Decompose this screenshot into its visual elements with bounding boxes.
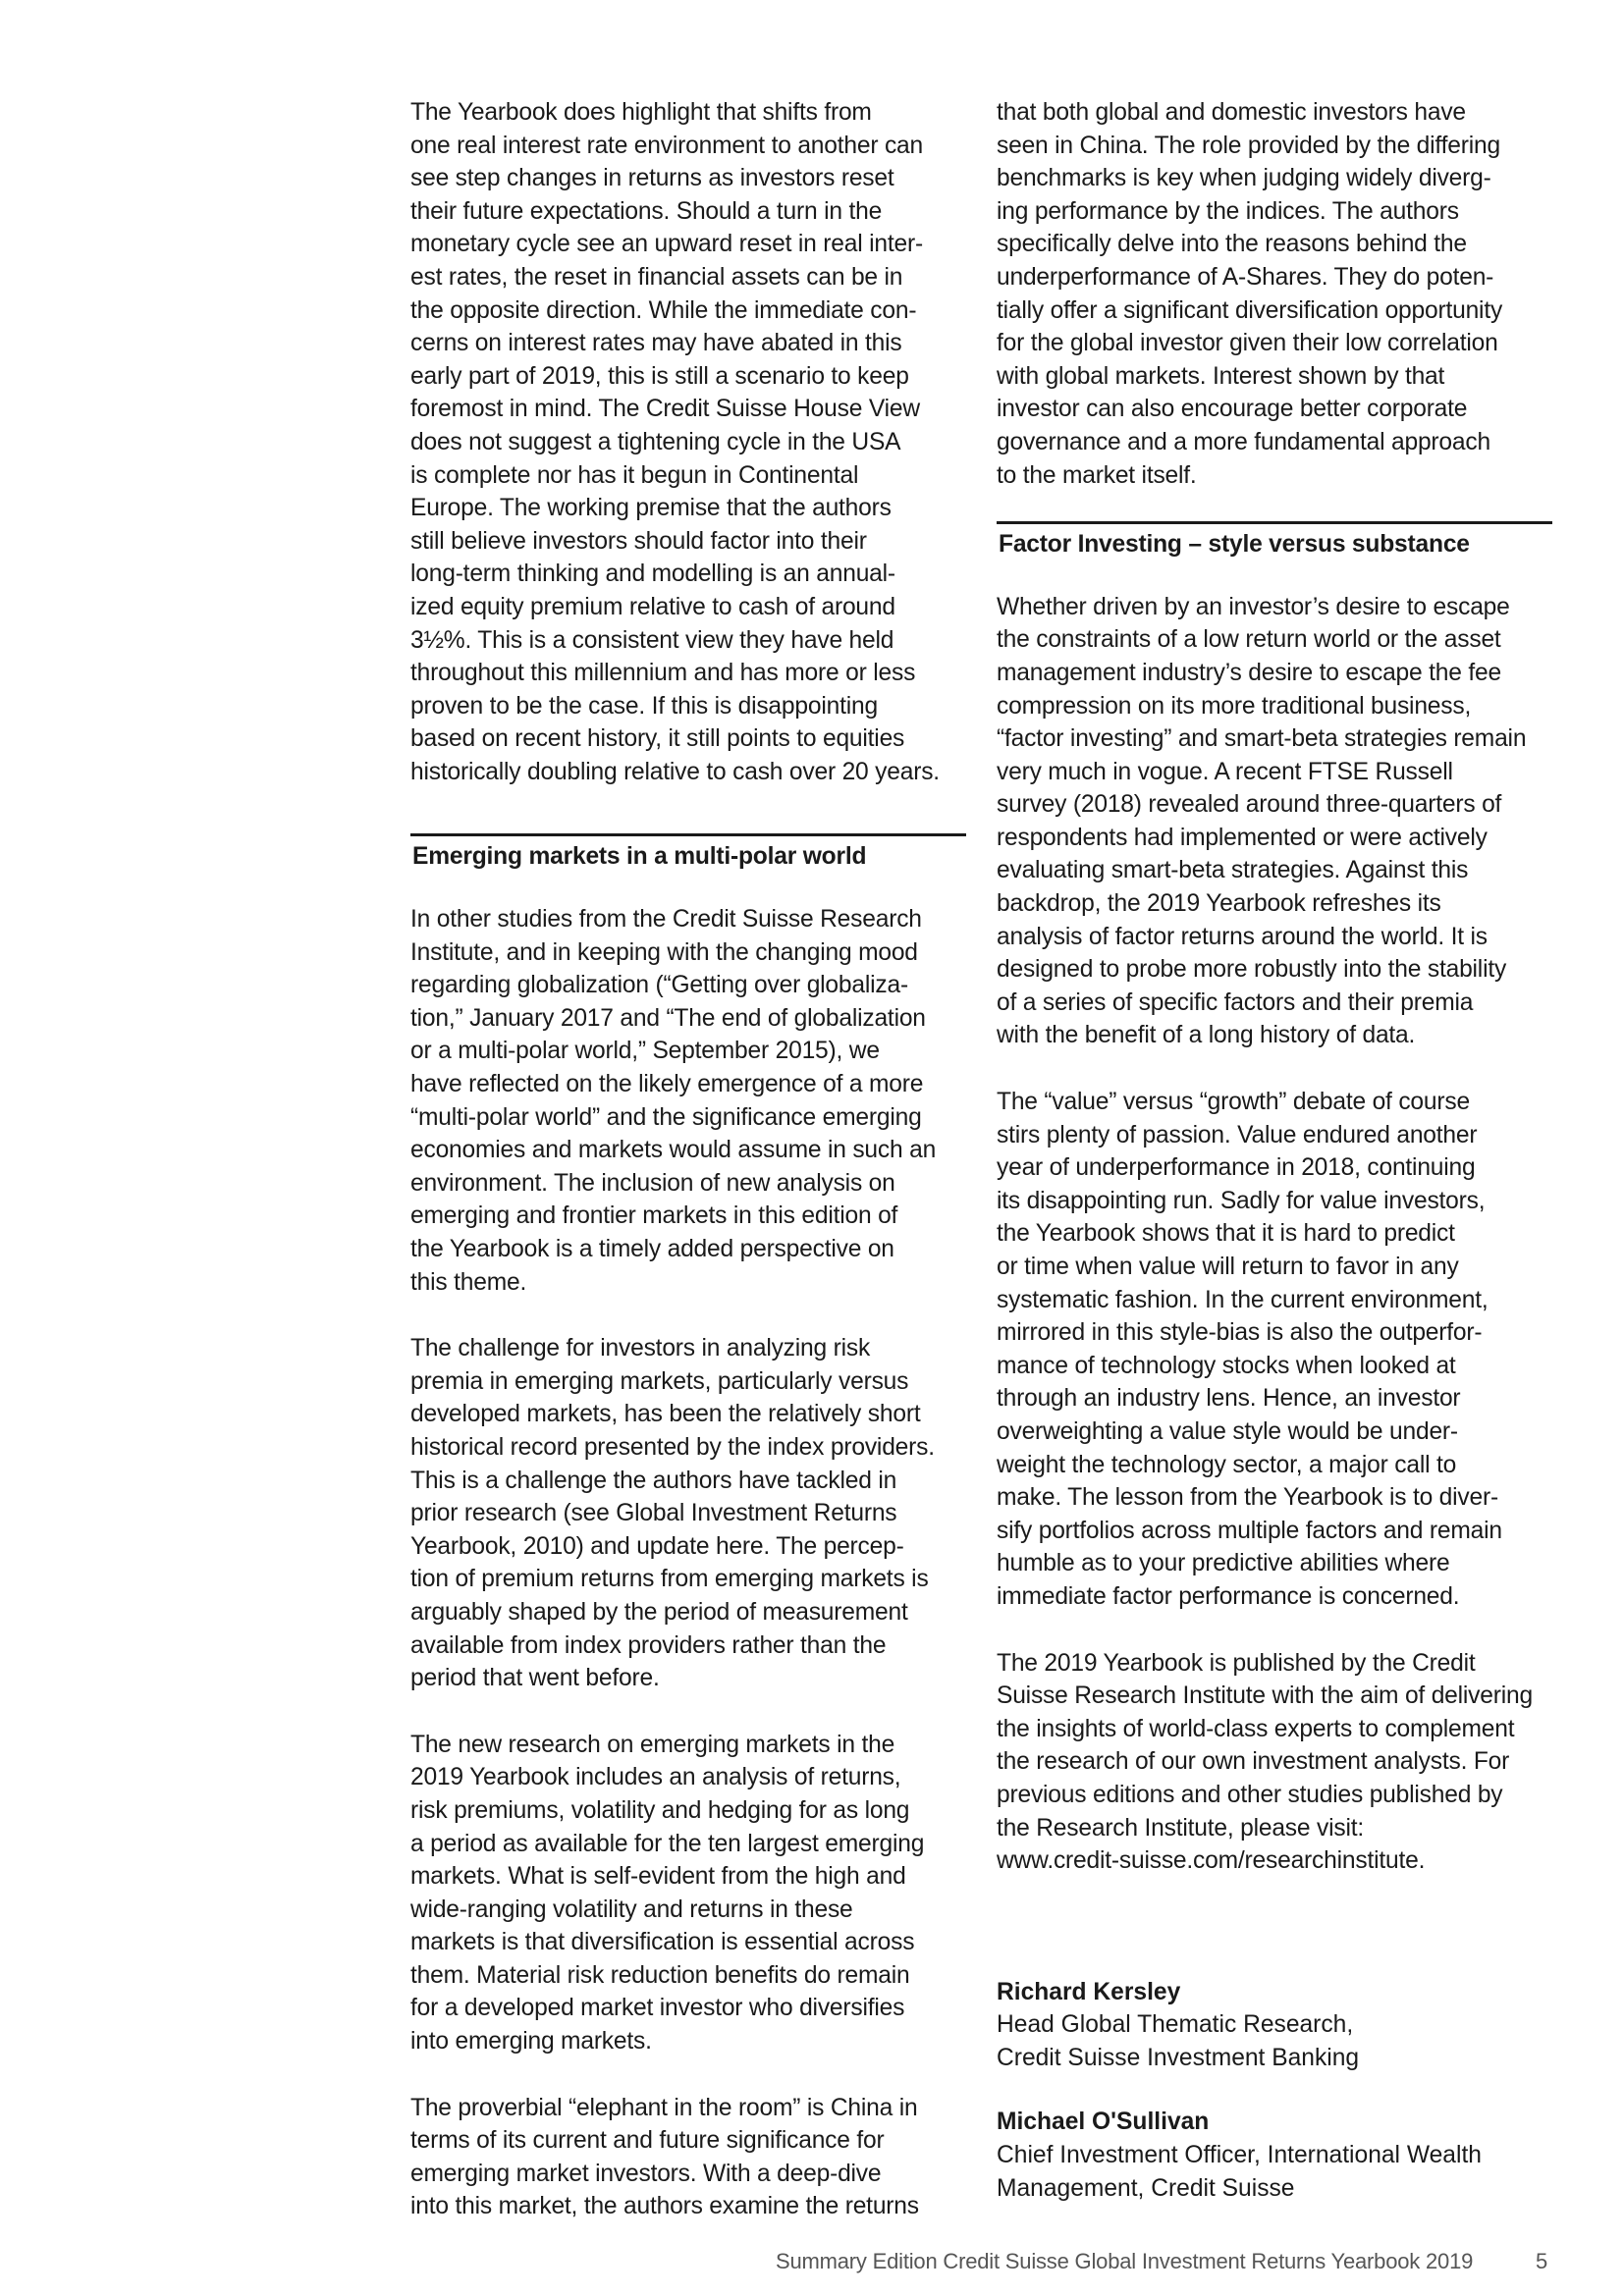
author-osullivan	[997, 2106, 1552, 2205]
emerging-paragraph-2: The challenge for investors in analyzing risk premia in emerging markets, particularly versus developed markets, has been the relatively short historical record presented by the index providers. This is a challenge the authors have tackled in prior research (see Global Investment Returns Yearbook, 2010) and update here. The percep- tion of premium returns from emerging markets is arguably shaped by the period of measurement available from index providers rather than the period that went before.	[410, 1335, 935, 1692]
author-name: Michael O'Sullivan	[997, 2109, 1210, 2136]
emerging-paragraph-1: In other studies from the Credit Suisse Research Institute, and in keeping with the changing mood regarding globalization (“Getting over globaliza- tion,” January 2017 and “The end of globalization or a multi-polar world,” September 2015), we have reflected on the likely emergence of a more “multi-polar world” and the significance emerging economies and markets would assume in such an environment. The inclusion of new analysis on emerging and frontier markets in this edition of the Yearbook is a timely added perspective on this theme.	[410, 906, 937, 1296]
emerging-paragraph-4: The proverbial “elephant in the room” is China in terms of its current and future significance for emerging market investors. With a deep-dive into this market, the authors examine the returns	[410, 2094, 919, 2220]
section-heading-factor-investing: Factor Investing – style versus substance	[999, 531, 1470, 559]
page-number: 5	[1536, 2249, 1548, 2273]
author-kersley	[997, 1976, 1552, 2075]
factor-paragraph-2: The “value” versus “growth” debate of course stirs plenty of passion. Value endured another year of underperformance in 2018, continuing its disappointing run. Sadly for value investors, the Yearbook shows that it is hard to predict or time when value will return to favor in any systematic fashion. In the current environment, mirrored in this style-bias is also the outperfor- mance of technology stocks when looked at through an industry lens. Hence, an investor overweighting a value style would be under- weight the technology sector, a major call to make. The lesson from the Yearbook is to diver- sify portfolios across multiple factors and remain humble as to your predictive abilities where immediate factor performance is concerned.	[997, 1089, 1502, 1610]
emerging-paragraph-3: The new research on emerging markets in the 2019 Yearbook includes an analysis of returns, risk premiums, volatility and hedging for as long a period as available for the ten largest emerging markets. What is self-evident from the high and wide-ranging volatility and returns in these markets is that diversification is essential across them. Material risk reduction benefits do remain for a developed market investor who diversifies into emerging markets.	[410, 1731, 925, 2056]
section-heading-emerging-markets: Emerging markets in a multi-polar world	[412, 843, 867, 871]
continued-paragraph: that both global and domestic investors have seen in China. The role provided by the differing benchmarks is key when judging widely diverg- ing performance by the indices. The authors specifically delve into the reasons behind the underperformance of A-Shares. They do poten- tially offer a significant diversification opportunity for the global investor given their low correlation with global markets. Interest shown by that investor can also encourage better corporate governance and a more fundamental approach to the market itself.	[997, 99, 1503, 489]
footer-publication-title: Summary Edition Credit Suisse Global Investment Returns Yearbook 2019	[776, 2249, 1474, 2273]
factor-paragraph-3: The 2019 Yearbook is published by the Credit Suisse Research Institute with the aim of delivering the insights of world-class experts to complement the research of our own investment analysts. For previous editions and other studies published by the Research Institute, please visit: www.credit-suisse.com/researchinstitute.	[997, 1649, 1533, 1875]
factor-paragraph-1: Whether driven by an investor’s desire to escape the constraints of a low return world or the asset management industry’s desire to escape the fee compression on its more traditional business, “factor investing” and smart-beta strategies remain very much in vogue. A recent FTSE Russell survey (2018) revealed around three-quarters of respondents had implemented or were actively evaluating smart-beta strategies. Against this backdrop, the 2019 Yearbook refreshes its analysis of factor returns around the world. It is designed to probe more robustly into the stability of a series of specific factors and their premia with the benefit of a long history of data.	[997, 593, 1527, 1049]
intro-paragraph: The Yearbook does highlight that shifts from one real interest rate environment to another can see step changes in returns as investors reset their future expectations. Should a turn in the monetary cycle see an upward reset in real inter- est rates, the reset in financial assets can be in the opposite direction. While the immediate con- cerns on interest rates may have abated in this early part of 2019, this is still a scenario to keep foremost in mind. The Credit Suisse House View does not suggest a tightening cycle in the USA is complete nor has it begun in Continental Europe. The working premise that the authors still believe investors should factor into their long-term thinking and modelling is an annual- ized equity premium relative to cash of around 3½%. This is a consistent view they have held throughout this millennium and has more or less proven to be the case. If this is disappointing based on recent history, it still points to equities historically doubling relative to cash over 20 years.	[410, 99, 940, 785]
author-role: Chief Investment Officer, International Wealth Management, Credit Suisse	[997, 2142, 1482, 2202]
left-column	[410, 96, 966, 2223]
emerging-markets-section	[410, 833, 966, 2223]
author-role: Head Global Thematic Research, Credit Suisse Investment Banking	[997, 2011, 1360, 2071]
factor-investing-section	[997, 521, 1552, 1878]
right-column	[997, 96, 1552, 2205]
author-name: Richard Kersley	[997, 1978, 1181, 2005]
